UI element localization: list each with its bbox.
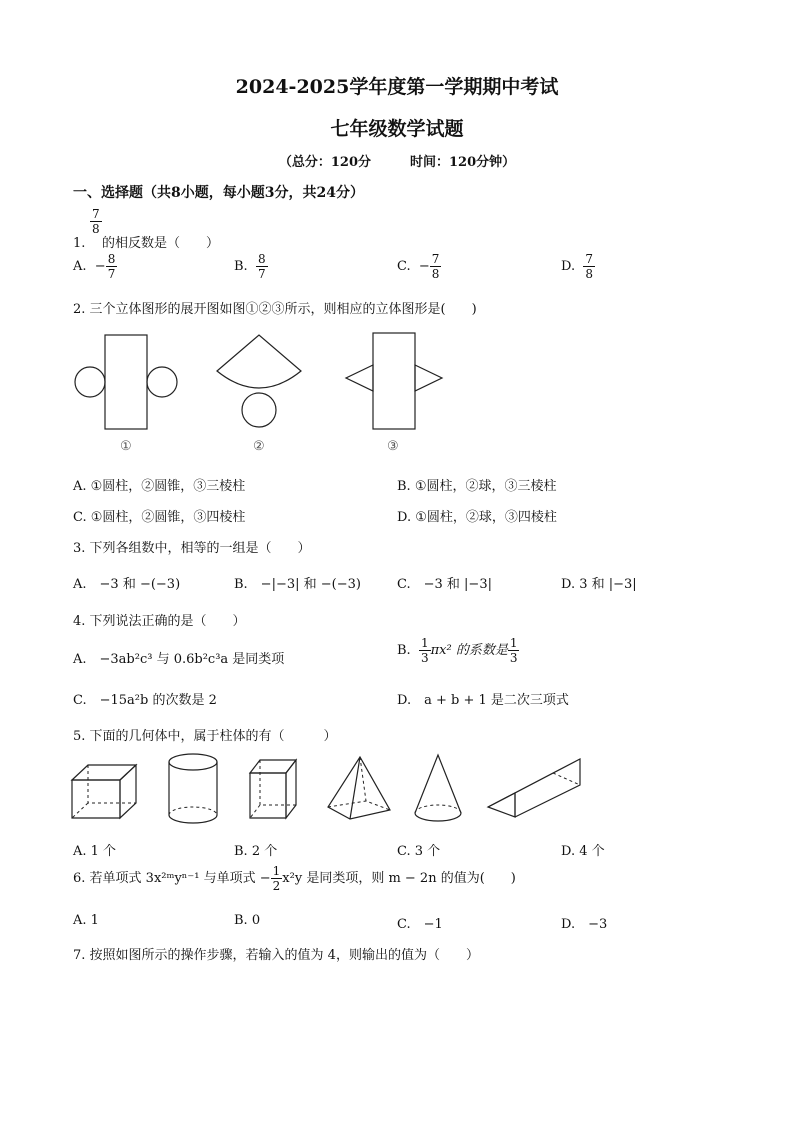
exam-meta: （总分：120分 时间：120分钟） xyxy=(278,155,516,170)
q1-d-num: 7 xyxy=(585,252,593,266)
net3-left-triangle xyxy=(346,365,373,391)
q4-option-d: D. a + b + 1 是二次三项式 xyxy=(397,693,569,708)
q1-a-sign: − xyxy=(94,259,106,274)
q2-stem: 2. 三个立体图形的展开图如图①②③所示，则相应的立体图形是( ) xyxy=(73,302,477,317)
q1-b-den: 7 xyxy=(257,267,266,281)
q1-a-label: A. xyxy=(73,259,87,274)
q1-option-a xyxy=(73,253,117,280)
q1-option-b xyxy=(234,253,268,280)
q2-option-b: B. ①圆柱，②球，③三棱柱 xyxy=(397,479,557,494)
q1-number: 1. xyxy=(73,236,86,251)
q4-b-den2: 3 xyxy=(509,651,518,665)
q3-option-d: D. 3 和 |−3| xyxy=(561,577,637,592)
q4-stem: 4. 下列说法正确的是（ ） xyxy=(73,614,246,629)
solid-triangular-prism xyxy=(488,759,580,817)
solid-pyramid xyxy=(328,757,390,819)
q3-option-a: A. −3 和 −(−3) xyxy=(73,577,181,592)
q3-option-b: B. −|−3| 和 −(−3) xyxy=(234,577,361,592)
q6-option-c: C. −1 xyxy=(397,917,443,932)
q5-solids-figure xyxy=(60,745,600,830)
q1-b-num: 8 xyxy=(257,252,266,266)
q4-b-den: 3 xyxy=(420,651,429,665)
net2-circle xyxy=(242,393,276,427)
q3-option-c: C. −3 和 |−3| xyxy=(397,577,492,592)
q5-option-c: C. 3 个 xyxy=(397,844,441,859)
q1-option-d xyxy=(561,253,595,280)
net3-rectangle xyxy=(373,333,415,429)
q1-c-den: 8 xyxy=(431,267,440,281)
q2-label-2: ② xyxy=(253,439,265,454)
section-heading: 一、选择题（共8小题，每小题3分，共24分） xyxy=(73,185,364,201)
q6-option-b: B. 0 xyxy=(234,913,261,928)
q1-c-num: 7 xyxy=(431,252,440,266)
q2-option-c: C. ①圆柱，②圆锥，③四棱柱 xyxy=(73,510,246,525)
q1-option-c xyxy=(397,253,441,280)
q6-frac-den: 2 xyxy=(272,879,281,893)
net1-rectangle xyxy=(105,335,147,429)
q4-b-num2: 1 xyxy=(509,636,518,650)
q1-text: 的相反数是（ ） xyxy=(101,236,219,251)
q6-text-post: x²y 是同类项，则 m − 2n 的值为( ) xyxy=(282,871,516,886)
q4-option-b xyxy=(397,637,519,664)
q4-b-label: B. xyxy=(397,643,411,658)
net1-left-circle xyxy=(75,367,105,397)
q1-c-sign: − xyxy=(418,259,430,274)
net1-right-circle xyxy=(147,367,177,397)
q6-option-a: A. 1 xyxy=(73,913,99,928)
q1-d-den: 8 xyxy=(585,267,593,281)
q1-frac-den: 8 xyxy=(92,222,100,236)
q4-option-a: A. −3ab²c³ 与 0.6b²c³a 是同类项 xyxy=(73,652,285,667)
q4-b-num: 1 xyxy=(420,636,429,650)
q2-option-d: D. ①圆柱，②球，③四棱柱 xyxy=(397,510,557,525)
net3-right-triangle xyxy=(415,365,442,391)
q6-frac-num: 1 xyxy=(272,864,281,878)
q6-stem xyxy=(73,865,516,892)
q5-option-a: A. 1 个 xyxy=(73,844,117,859)
exam-title: 2024-2025学年度第一学期期中考试 xyxy=(235,76,559,98)
q3-stem: 3. 下列各组数中，相等的一组是（ ） xyxy=(73,541,311,556)
net2-sector xyxy=(217,335,301,388)
q6-text-pre: 6. 若单项式 3x²ᵐyⁿ⁻¹ 与单项式 − xyxy=(73,871,271,886)
q1-fraction xyxy=(90,208,102,235)
q1-c-label: C. xyxy=(397,259,411,274)
q4-option-c: C. −15a²b 的次数是 2 xyxy=(73,693,217,708)
q1-frac-num: 7 xyxy=(92,207,100,221)
q5-stem: 5. 下面的几何体中，属于柱体的有（ ） xyxy=(73,729,337,744)
solid-cylinder xyxy=(169,754,217,823)
q2-option-a: A. ①圆柱，②圆锥，③三棱柱 xyxy=(73,479,246,494)
q2-label-1: ① xyxy=(120,439,132,454)
q2-label-3: ③ xyxy=(387,439,399,454)
q5-option-d: D. 4 个 xyxy=(561,844,605,859)
q7-stem: 7. 按照如图所示的操作步骤，若输入的值为 4，则输出的值为（ ） xyxy=(73,948,479,963)
solid-cone xyxy=(415,755,461,821)
solid-cuboid xyxy=(72,765,136,818)
q1-stem xyxy=(73,232,219,251)
q5-option-b: B. 2 个 xyxy=(234,844,278,859)
q1-a-num: 8 xyxy=(107,252,116,266)
solid-square-prism xyxy=(250,760,296,818)
exam-subtitle: 七年级数学试题 xyxy=(330,118,464,140)
q1-b-label: B. xyxy=(234,259,248,274)
q1-d-label: D. xyxy=(561,259,576,274)
q4-b-text: πx² 的系数是 xyxy=(430,643,508,658)
q1-a-den: 7 xyxy=(107,267,116,281)
q6-option-d: D. −3 xyxy=(561,917,608,932)
